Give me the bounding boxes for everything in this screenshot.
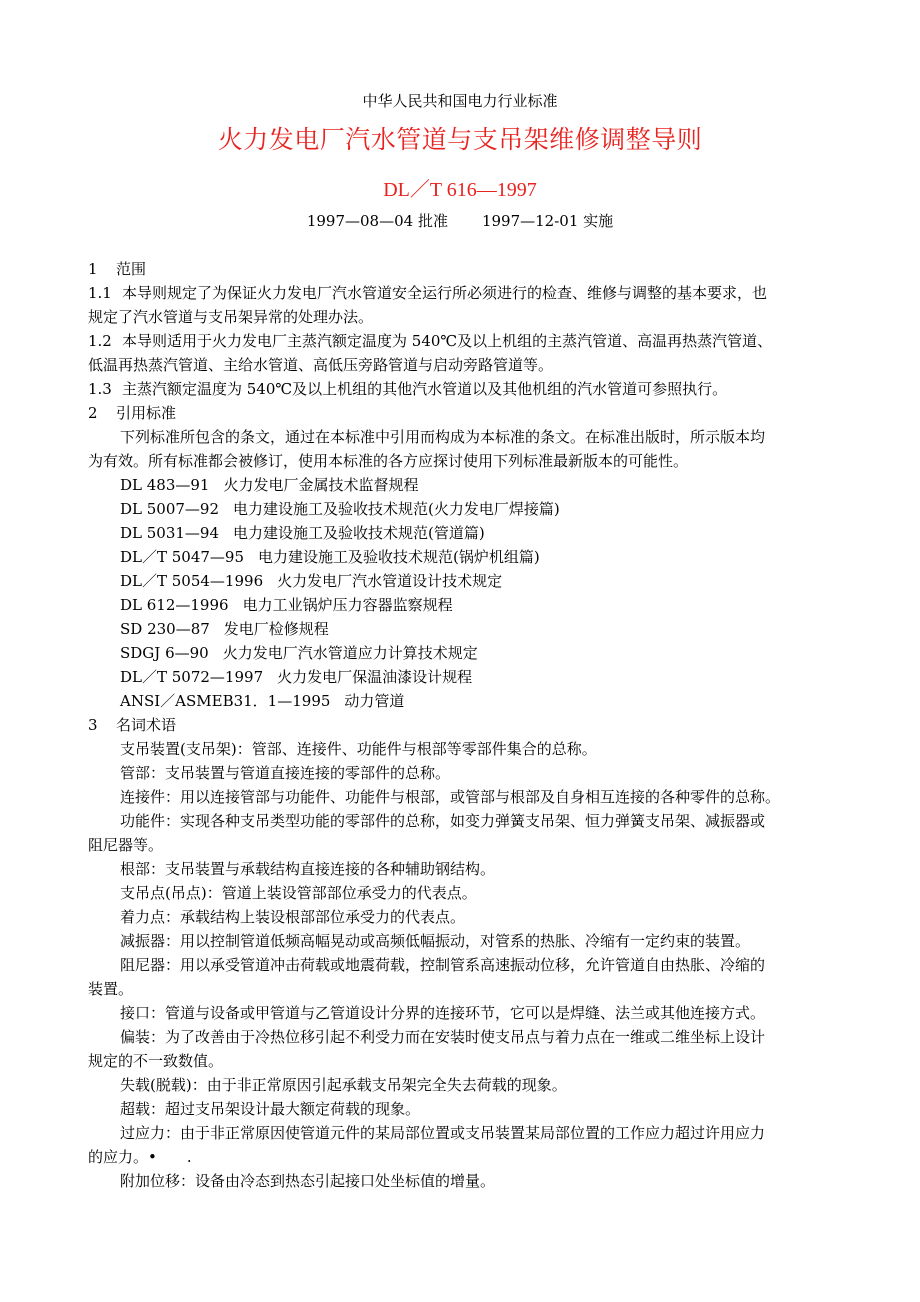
date-line: [0, 210, 920, 231]
term-overstress-cont: 的应力。• .: [88, 1148, 192, 1166]
reference-item: SDGJ 6—90 火力发电厂汽水管道应力计算技术规定: [120, 644, 478, 662]
reference-item: DL 483—91 火力发电厂金属技术监督规程: [120, 476, 419, 494]
section-2-heading: 2 引用标准: [88, 404, 177, 422]
reference-item: SD 230—87 发电厂检修规程: [120, 620, 329, 638]
term-root-part: 根部：支吊装置与承载结构直接连接的各种辅助钢结构。: [120, 860, 496, 878]
term-offset: 偏装：为了改善由于冷热位移引起不利受力而在安装时使支吊点与着力点在一维或二维坐标上设计: [120, 1028, 766, 1046]
term-support-hanger: 支吊装置(支吊架)：管部、连接件、功能件与根部等零部件集合的总称。: [120, 740, 597, 758]
section-2-intro-cont: 为有效。所有标准都会被修订，使用本标准的各方应探讨使用下列标准最新版本的可能性。: [88, 452, 689, 470]
section-1-heading: 1 范围: [88, 260, 147, 278]
clause-1-1-cont: 规定了汽水管道与支吊架异常的处理办法。: [88, 308, 374, 326]
clause-1-3: 1.3 主蒸汽额定温度为 540℃及以上机组的其他汽水管道以及其他机组的汽水管道可参照执行。: [88, 380, 728, 398]
term-functional-part: 功能件：实现各种支吊类型功能的零部件的总称，如变力弹簧支吊架、恒力弹簧支吊架、减振器或: [120, 812, 766, 830]
term-interface: 接口：管道与设备或甲管道与乙管道设计分界的连接环节，它可以是焊缝、法兰或其他连接方式。: [120, 1004, 766, 1022]
approval-date: 1997—08—04 批准: [306, 212, 448, 230]
term-damper: 减振器：用以控制管道低频高幅晃动或高频低幅振动，对管系的热胀、冷缩有一定约束的装置。: [120, 932, 751, 950]
reference-item: ANSI／ASMEB31．1—1995 动力管道: [120, 692, 405, 710]
reference-list: [88, 473, 828, 713]
term-overstress: 过应力：由于非正常原因使管道元件的某局部位置或支吊装置某局部位置的工作应力超过许用应力: [120, 1124, 766, 1142]
section-2-intro: 下列标准所包含的条文，通过在本标准中引用而构成为本标准的条文。在标准出版时，所示版本均: [120, 428, 766, 446]
term-snubber-cont: 装置。: [88, 980, 134, 998]
term-snubber: 阻尼器：用以承受管道冲击荷载或地震荷载，控制管系高速振动位移，允许管道自由热胀、冷缩的: [120, 956, 766, 974]
term-connector: 连接件：用以连接管部与功能件、功能件与根部，或管部与根部及自身相互连接的各种零件的总称。: [120, 788, 781, 806]
reference-item: DL 612—1996 电力工业锅炉压力容器监察规程: [120, 596, 453, 614]
reference-item: DL／T 5072—1997 火力发电厂保温油漆设计规程: [120, 668, 473, 686]
clause-1-2-cont: 低温再热蒸汽管道、主给水管道、高低压旁路管道与启动旁路管道等。: [88, 356, 554, 374]
reference-item: DL／T 5054—1996 火力发电厂汽水管道设计技术规定: [120, 572, 503, 590]
term-additional-displacement: 附加位移：设备由冷态到热态引起接口处坐标值的增量。: [120, 1172, 496, 1190]
standard-code: DL／T 616—1997: [383, 179, 537, 201]
term-overload: 超载：超过支吊架设计最大额定荷载的现象。: [120, 1100, 421, 1118]
reference-item: DL 5007—92 电力建设施工及验收技术规范(火力发电厂焊接篇): [120, 500, 560, 518]
reference-item: DL／T 5047—95 电力建设施工及验收技术规范(锅炉机组篇): [120, 548, 540, 566]
clause-1-2: 1.2 本导则适用于火力发电厂主蒸汽额定温度为 540℃及以上机组的主蒸汽管道、高温再热蒸汽管道、: [88, 332, 773, 350]
clause-1-1: 1.1 本导则规定了为保证火力发电厂汽水管道安全运行所必须进行的检查、维修与调整的基本要求，也: [88, 284, 768, 302]
term-offset-cont: 规定的不一致数值。: [88, 1052, 224, 1070]
document-body: [88, 257, 828, 1193]
section-3-heading: 3 名词术语: [88, 716, 177, 734]
term-support-point: 支吊点(吊点)：管道上装设管部部位承受力的代表点。: [120, 884, 477, 902]
effective-date: 1997—12-01 实施: [481, 212, 614, 230]
standard-organization: 中华人民共和国电力行业标准: [362, 92, 558, 110]
term-force-point: 着力点：承载结构上装设根部部位承受力的代表点。: [120, 908, 466, 926]
term-pipe-part: 管部：支吊装置与管道直接连接的零部件的总称。: [120, 764, 451, 782]
term-functional-part-cont: 阻尼器等。: [88, 836, 164, 854]
document-title: 火力发电厂汽水管道与支吊架维修调整导则: [217, 125, 703, 154]
reference-item: DL 5031—94 电力建设施工及验收技术规范(管道篇): [120, 524, 485, 542]
term-load-loss: 失载(脱载)：由于非正常原因引起承载支吊架完全失去荷载的现象。: [120, 1076, 567, 1094]
